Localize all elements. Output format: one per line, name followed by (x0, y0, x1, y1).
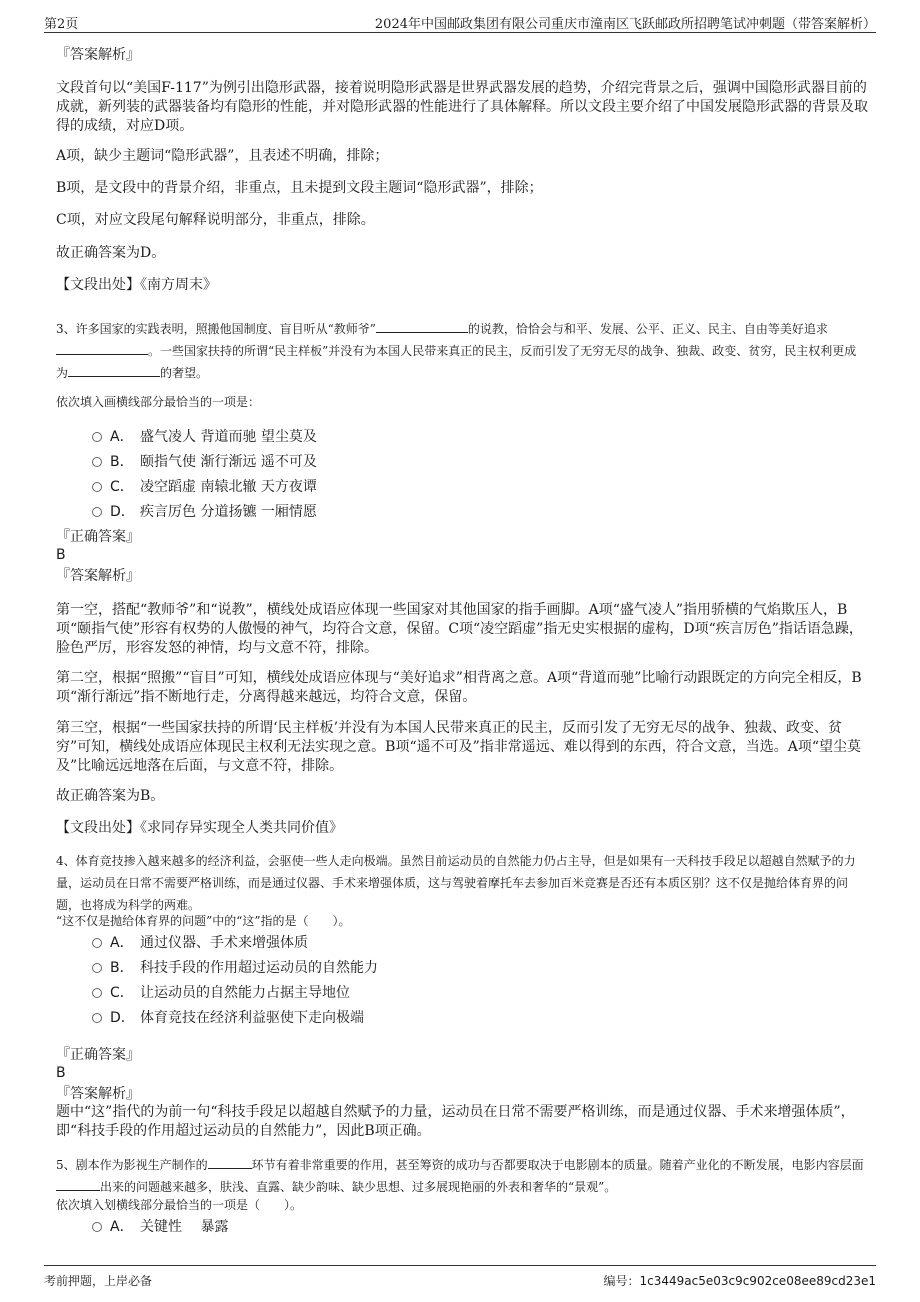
fill-blank-3 (68, 363, 160, 377)
radio-icon[interactable] (92, 507, 102, 517)
radio-icon[interactable] (92, 988, 102, 998)
fill-blank-2 (56, 341, 148, 355)
q3-analysis-label: 『答案解析』 (56, 568, 140, 584)
q2-analysis-para4: C项，对应文段尾句解释说明部分，非重点，排除。 (56, 212, 375, 228)
radio-icon[interactable] (92, 457, 102, 467)
q4-stem: 4、体育竞技掺入越来越多的经济利益，会驱使一些人走向极端。虽然目前运动员的自然能力仍占主导，但是如果有一天科技手段足以超越自然赋予的力量，运动员在日常不需要严格训练，而是通过仪器、手术来增强体质，这与驾驶着摩托车去参加百米竞赛是否还有本质区别？这不仅是抛给体育界的问题，也将成为科学的两难。 (56, 854, 856, 912)
footer-slogan: 考前押题，上岸必备 (44, 1274, 153, 1288)
radio-icon[interactable] (92, 1013, 102, 1023)
fill-blank-1 (208, 1155, 252, 1169)
q2-analysis-para3: B项，是文段中的背景介绍，非重点，且未提到文段主题词“隐形武器”，排除； (56, 180, 543, 196)
document-code: 编号：1c3449ac5e03c9c902ce08ee89cd23e1 (603, 1274, 876, 1288)
page-header (44, 10, 876, 33)
q4-answer-label: 『正确答案』 (56, 1047, 140, 1063)
q4-question: “这不仅是抛给体育界的问题”中的“这”指的是（ ）。 (56, 914, 351, 928)
q3-stem: 3、许多国家的实践表明，照搬他国制度、盲目听从“教师爷” 的说教，恰恰会与和平、发展、公平、正义、民主、自由等美好追求。一些国家扶持的所谓“民主样板”并没有为本国人民带来真正的民主，反而引发了无穷无尽的战争、独裁、政变、贫穷，民主权利更成为 的奢望。 (56, 318, 868, 384)
q4-answer: B (56, 1065, 66, 1081)
q3-conclusion: 故正确答案为B。 (56, 788, 165, 804)
q3-source: 【文段出处】《求同存异实现全人类共同价值》 (56, 820, 343, 836)
q3-prompt: 依次填入画横线部分最恰当的一项是： (56, 395, 261, 409)
radio-icon[interactable] (92, 432, 102, 442)
q2-analysis-para1: 文段首句以“美国F-117”为例引出隐形武器，接着说明隐形武器是世界武器发展的趋势，介绍完背景之后，强调中国隐形武器目前的成就，新列装的武器装备均有隐形的性能，并对隐形武器的性能进行了具体解释。所以文段主要介绍了中国发展隐形武器的背景及取得的成绩，对应D项。 (56, 80, 868, 134)
radio-icon[interactable] (92, 938, 102, 948)
radio-icon[interactable] (92, 1222, 102, 1232)
q5-prompt: 依次填入划横线部分最恰当的一项是（ ）。 (56, 1198, 303, 1212)
q5-stem: 5、剧本作为影视生产制作的 环节有着非常重要的作用，甚至筹资的成功与否都要取决于电影剧本的质量。随着产业化的不断发展，电影内容层面出来的问题越来越多，肤浅、直露、缺少韵味、缺少思想、过多展现艳丽的外表和奢华的“景观”。 (56, 1154, 868, 1198)
page-number: 第2页 (44, 17, 79, 32)
radio-icon[interactable] (92, 482, 102, 492)
fill-blank-2 (56, 1177, 100, 1191)
q3-analysis-para3: 第三空，根据“一些国家扶持的所谓‘民主样板’并没有为本国人民带来真正的民主，反而引发了无穷无尽的战争、独裁、政变、贫穷”可知，横线处成语应体现民主权利无法实现之意。B项“遥不可及”指非常遥远、难以得到的东西，符合文意，当选。A项“望尘莫及”比喻远远地落在后面，与文意不符，排除。 (56, 720, 862, 774)
q3-analysis-para2: 第二空，根据“照搬”“盲目”可知，横线处成语应体现与“美好追求”相背离之意。A项“背道而驰”比喻行动跟既定的方向完全相反，B项“渐行渐远”指不断地行走，分离得越来越远，均符合文意，保留。 (56, 670, 862, 705)
q3-answer-label: 『正确答案』 (56, 529, 140, 545)
fill-blank-1 (376, 319, 468, 333)
document-title: 2024年中国邮政集团有限公司重庆市潼南区飞跃邮政所招聘笔试冲刺题（带答案解析） (374, 17, 876, 32)
q2-analysis-para2: A项，缺少主题词“隐形武器”，且表述不明确，排除； (56, 148, 389, 164)
q2-analysis-label: 『答案解析』 (56, 47, 140, 63)
radio-icon[interactable] (92, 963, 102, 973)
page-footer (44, 1265, 876, 1290)
q4-analysis: 题中“这”指代的为前一句“科技手段足以超越自然赋予的力量，运动员在日常不需要严格训练，而是通过仪器、手术来增强体质”，即“科技手段的作用超过运动员的自然能力”，因此B项正确。 (56, 1104, 855, 1139)
q3-analysis-para1: 第一空，搭配“教师爷”和“说教”，横线处成语应体现一些国家对其他国家的指手画脚。A项“盛气凌人”指用骄横的气焰欺压人，B项“颐指气使”形容有权势的人傲慢的神气，均符合文意，保留。C项“凌空蹈虚”指无史实根据的虚构，D项“疾言厉色”指话语急躁，脸色严厉，形容发怒的神情，均与文意不符，排除。 (56, 602, 863, 656)
q2-source: 【文段出处】《南方周末》 (56, 277, 217, 293)
q3-answer: B (56, 547, 66, 563)
q4-analysis-label: 『答案解析』 (56, 1086, 140, 1102)
q2-conclusion: 故正确答案为D。 (56, 245, 166, 261)
